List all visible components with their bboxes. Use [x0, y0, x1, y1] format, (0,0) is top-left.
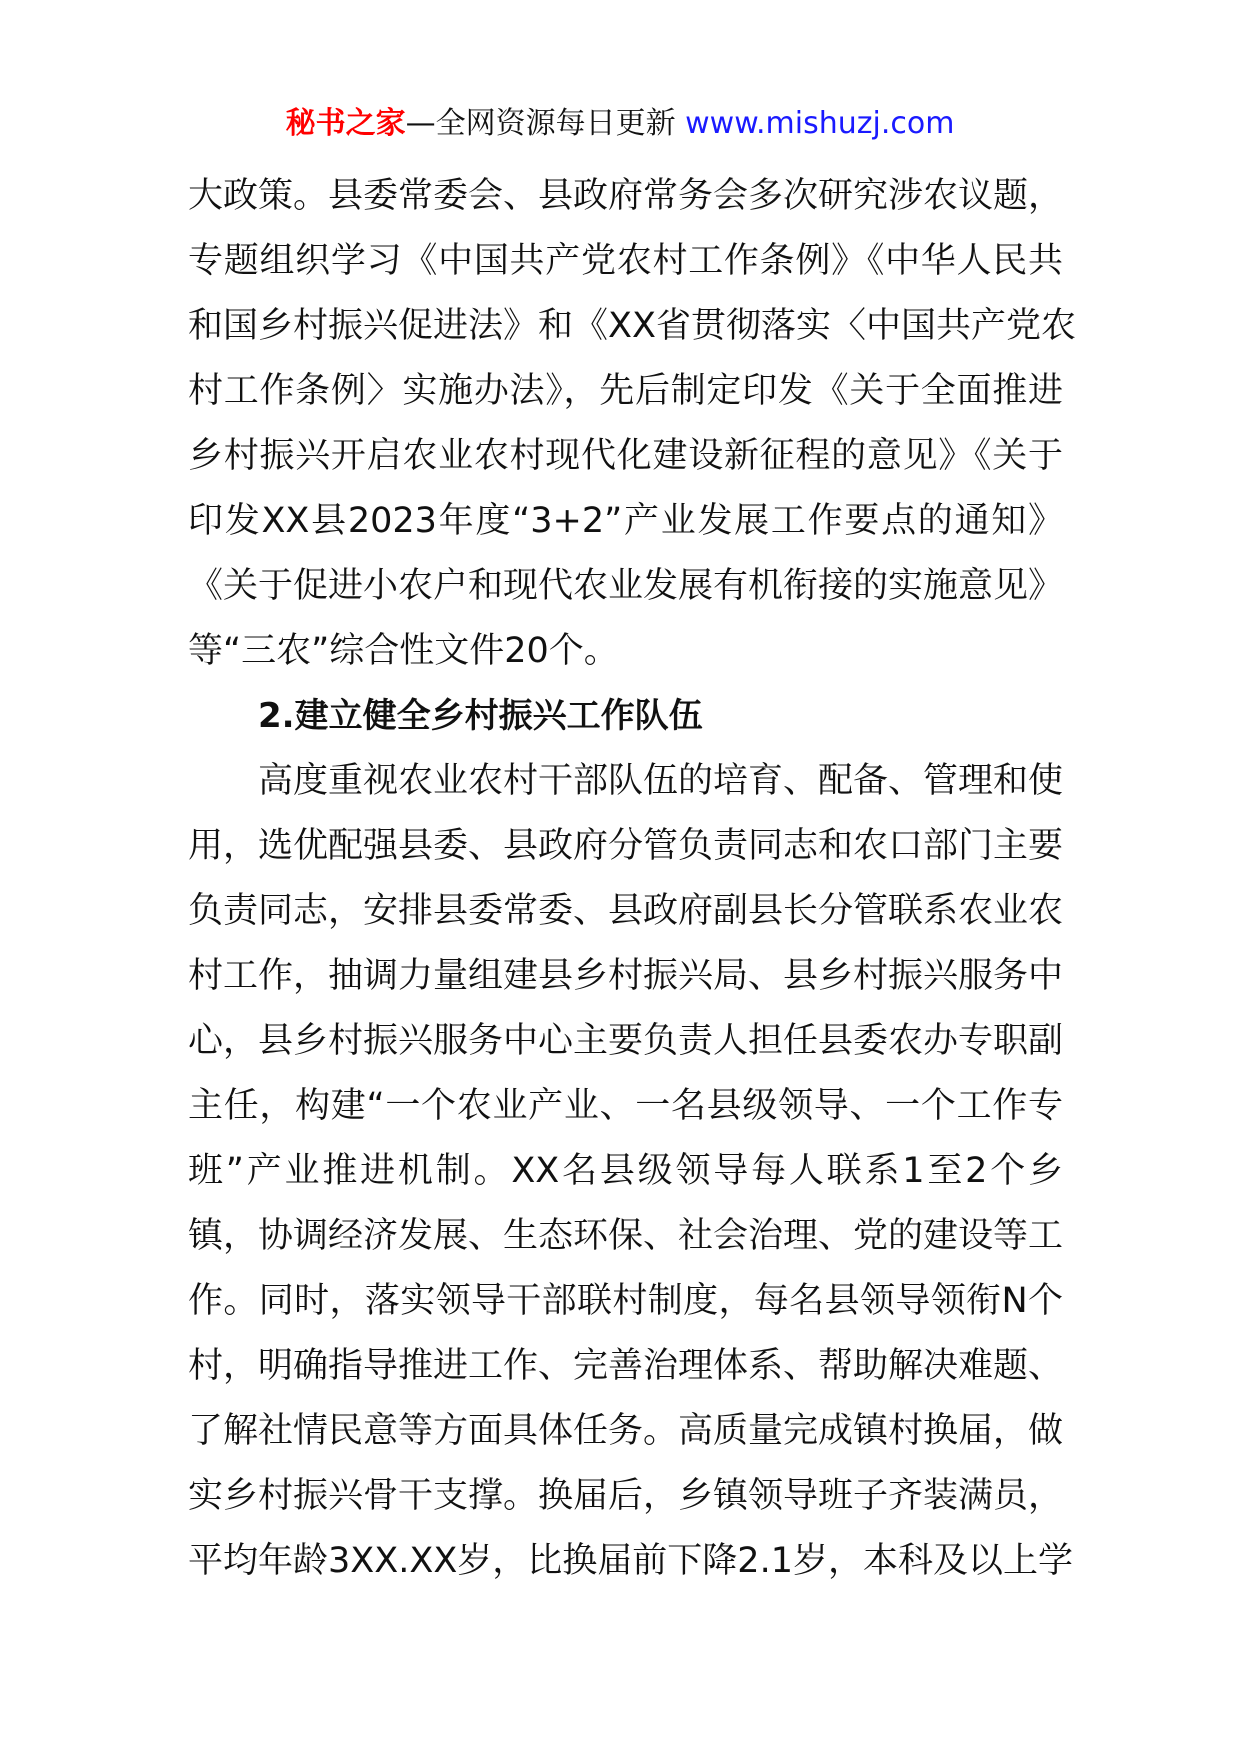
- paragraph-2: [188, 751, 1073, 1596]
- text-line: 实乡村振兴骨干支撑。换届后，乡镇领导班子齐装满员，: [188, 1476, 1064, 1516]
- text-line: 镇，协调经济发展、生态环保、社会治理、党的建设等工: [188, 1216, 1064, 1256]
- header-tagline: —全网资源每日更新: [405, 106, 676, 141]
- text-line: 村工作条例〉实施办法》，先后制定印发《关于全面推进: [188, 371, 1063, 411]
- text-line: 村工作，抽调力量组建县乡村振兴局、县乡村振兴服务中: [188, 956, 1064, 996]
- text-line: 《关于促进小农户和现代农业发展有机衔接的实施意见》: [188, 566, 1064, 606]
- text-line: 负责同志，安排县委常委、县政府副县长分管联系农业农: [188, 891, 1064, 931]
- text-line: 大政策。县委常委会、县政府常务会多次研究涉农议题，: [188, 176, 1064, 216]
- text-line: 高度重视农业农村干部队伍的培育、配备、管理和使: [258, 761, 1064, 801]
- document-body: [188, 166, 1076, 1596]
- section-heading: 2.建立健全乡村振兴工作队伍: [258, 696, 703, 736]
- text-line: 用，选优配强县委、县政府分管负责同志和农口部门主要: [188, 826, 1064, 866]
- text-line: 乡村振兴开启农业农村现代化建设新征程的意见》《关于: [188, 436, 1063, 476]
- text-line: 等“三农”综合性文件20个。: [188, 631, 619, 671]
- brand-name: 秘书之家: [285, 106, 406, 141]
- text-line: 班”产业推进机制。XX名县级领导每人联系1至2个乡: [188, 1151, 1063, 1191]
- text-line: 主任，构建“一个农业产业、一名县级领导、一个工作专: [188, 1086, 1063, 1126]
- text-line: 印发XX县2023年度“3+2”产业发展工作要点的通知》: [188, 501, 1063, 541]
- paragraph-1: [188, 166, 1076, 686]
- site-header: [0, 104, 1240, 144]
- text-line: 心，县乡村振兴服务中心主要负责人担任县委农办专职副: [188, 1021, 1064, 1061]
- text-line: 专题组织学习《中国共产党农村工作条例》《中华人民共: [188, 241, 1063, 281]
- text-line: 村，明确指导推进工作、完善治理体系、帮助解决难题、: [188, 1346, 1064, 1386]
- site-url-link[interactable]: www.mishuzj.com: [685, 106, 955, 141]
- text-line: 了解社情民意等方面具体任务。高质量完成镇村换届，做: [188, 1411, 1064, 1451]
- text-line: 作。同时，落实领导干部联村制度，每名县领导领衔N个: [188, 1281, 1063, 1321]
- text-line: 和国乡村振兴促进法》和《XX省贯彻落实〈中国共产党农: [188, 306, 1076, 346]
- text-line: 平均年龄3XX.XX岁，比换届前下降2.1岁，本科及以上学: [188, 1541, 1073, 1581]
